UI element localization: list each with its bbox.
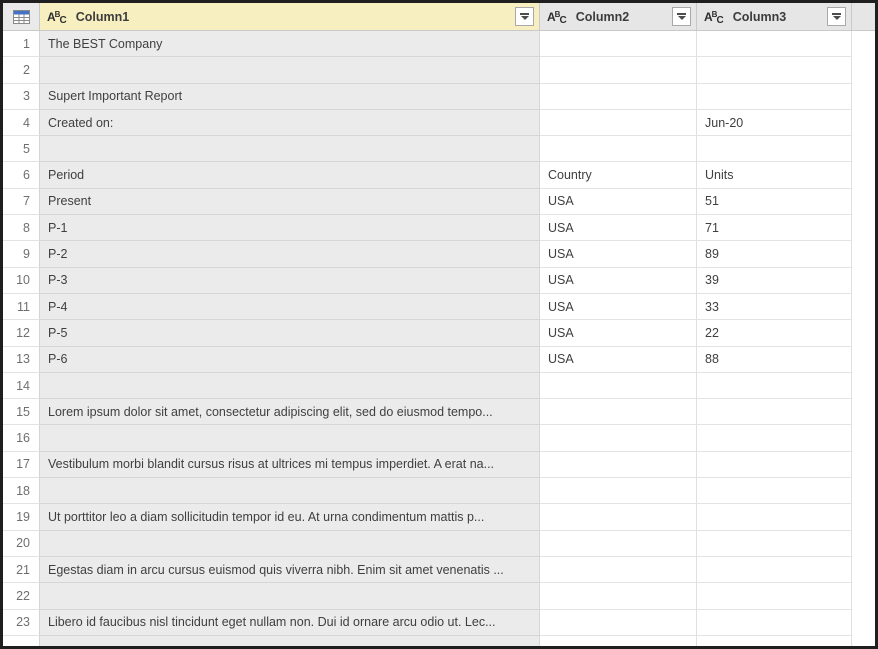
row-number[interactable]: 13 bbox=[3, 347, 40, 373]
table-row bbox=[3, 636, 875, 646]
column-header-label: Column2 bbox=[575, 9, 630, 24]
cell-column3[interactable]: 89 bbox=[697, 241, 852, 267]
cell-column1[interactable]: Vestibulum morbi blandit cursus risus at ultrices mi tempus imperdiet. A erat na... bbox=[40, 452, 540, 478]
row-number[interactable]: 7 bbox=[3, 189, 40, 215]
row-number[interactable]: 20 bbox=[3, 531, 40, 557]
cell-column2[interactable]: USA bbox=[540, 320, 697, 346]
table-row bbox=[3, 399, 875, 425]
cell-column3[interactable] bbox=[697, 425, 852, 451]
cell-column3[interactable] bbox=[697, 504, 852, 530]
table-row bbox=[3, 241, 875, 267]
cell-column2[interactable] bbox=[540, 425, 697, 451]
table-row bbox=[3, 583, 875, 609]
table-row bbox=[3, 452, 875, 478]
cell-column1[interactable]: P-5 bbox=[40, 320, 540, 346]
table-row bbox=[3, 347, 875, 373]
filter-dropdown-button[interactable] bbox=[827, 7, 846, 26]
row-number[interactable]: 8 bbox=[3, 215, 40, 241]
cell-column3[interactable] bbox=[697, 452, 852, 478]
row-number[interactable]: 9 bbox=[3, 241, 40, 267]
cell-column1[interactable]: Present bbox=[40, 189, 540, 215]
cell-column2[interactable] bbox=[540, 478, 697, 504]
cell-column1[interactable]: The BEST Company bbox=[40, 31, 540, 57]
filter-dropdown-button[interactable] bbox=[672, 7, 691, 26]
header-row bbox=[3, 3, 875, 31]
cell-column3[interactable] bbox=[697, 610, 852, 636]
table-row bbox=[3, 162, 875, 188]
cell-column3[interactable] bbox=[697, 478, 852, 504]
cell-column3[interactable] bbox=[697, 84, 852, 110]
cell-column1[interactable] bbox=[40, 425, 540, 451]
cell-column3[interactable] bbox=[697, 399, 852, 425]
row-number[interactable]: 23 bbox=[3, 610, 40, 636]
cell-column3[interactable] bbox=[697, 636, 852, 646]
table-row bbox=[3, 268, 875, 294]
row-number[interactable]: 1 bbox=[3, 31, 40, 57]
rows-container bbox=[3, 31, 875, 646]
table-row bbox=[3, 215, 875, 241]
table-row bbox=[3, 531, 875, 557]
cell-column1[interactable] bbox=[40, 583, 540, 609]
column-header-column1[interactable] bbox=[40, 3, 540, 31]
row-number[interactable]: 6 bbox=[3, 162, 40, 188]
table-row bbox=[3, 136, 875, 162]
cell-column1[interactable]: Egestas diam in arcu cursus euismod quis viverra nibh. Enim sit amet venenatis ... bbox=[40, 557, 540, 583]
table-row bbox=[3, 84, 875, 110]
column-header-column3[interactable] bbox=[697, 3, 852, 31]
cell-column3[interactable]: 33 bbox=[697, 294, 852, 320]
table-row bbox=[3, 294, 875, 320]
cell-column1[interactable]: P-4 bbox=[40, 294, 540, 320]
filter-icon bbox=[677, 13, 686, 15]
row-number[interactable]: 19 bbox=[3, 504, 40, 530]
cell-column2[interactable] bbox=[540, 531, 697, 557]
column-header-label: Column1 bbox=[75, 9, 130, 24]
row-number[interactable]: 3 bbox=[3, 84, 40, 110]
cell-column2[interactable] bbox=[540, 31, 697, 57]
abc-type-icon[interactable]: $A^BC$ bbox=[704, 9, 724, 26]
cell-column2[interactable] bbox=[540, 636, 697, 646]
cell-column3[interactable]: Jun-20 bbox=[697, 110, 852, 136]
filter-icon bbox=[832, 13, 841, 15]
row-number[interactable]: 11 bbox=[3, 294, 40, 320]
cell-column2[interactable]: USA bbox=[540, 347, 697, 373]
cell-column3[interactable]: 22 bbox=[697, 320, 852, 346]
table-row bbox=[3, 31, 875, 57]
column-header-column2[interactable] bbox=[540, 3, 697, 31]
cell-column2[interactable]: Country bbox=[540, 162, 697, 188]
cell-column1[interactable]: Created on: bbox=[40, 110, 540, 136]
row-number[interactable]: 15 bbox=[3, 399, 40, 425]
row-number[interactable]: 18 bbox=[3, 478, 40, 504]
cell-column3[interactable]: 39 bbox=[697, 268, 852, 294]
cell-column2[interactable]: USA bbox=[540, 294, 697, 320]
cell-column2[interactable]: USA bbox=[540, 215, 697, 241]
row-number[interactable]: 17 bbox=[3, 452, 40, 478]
cell-column2[interactable]: USA bbox=[540, 241, 697, 267]
select-all-corner[interactable] bbox=[3, 3, 40, 31]
cell-column3[interactable] bbox=[697, 373, 852, 399]
table-icon bbox=[13, 10, 30, 24]
cell-column1[interactable] bbox=[40, 478, 540, 504]
row-number[interactable]: 16 bbox=[3, 425, 40, 451]
cell-column3[interactable] bbox=[697, 531, 852, 557]
filter-icon bbox=[520, 13, 529, 15]
cell-column1[interactable] bbox=[40, 373, 540, 399]
row-number[interactable]: 21 bbox=[3, 557, 40, 583]
cell-column2[interactable]: USA bbox=[540, 189, 697, 215]
row-number[interactable]: 12 bbox=[3, 320, 40, 346]
header-filler bbox=[852, 3, 875, 31]
table-row bbox=[3, 425, 875, 451]
table-row bbox=[3, 373, 875, 399]
cell-column3[interactable] bbox=[697, 31, 852, 57]
cell-column1[interactable]: P-1 bbox=[40, 215, 540, 241]
column-header-label: Column3 bbox=[732, 9, 787, 24]
row-number[interactable] bbox=[3, 636, 40, 646]
cell-column1[interactable] bbox=[40, 531, 540, 557]
row-number[interactable]: 22 bbox=[3, 583, 40, 609]
cell-column3[interactable] bbox=[697, 583, 852, 609]
row-number[interactable]: 14 bbox=[3, 373, 40, 399]
cell-column2[interactable] bbox=[540, 610, 697, 636]
table-row bbox=[3, 110, 875, 136]
cell-column2[interactable] bbox=[540, 110, 697, 136]
cell-column2[interactable] bbox=[540, 583, 697, 609]
abc-type-icon[interactable]: $A^BC$ bbox=[547, 9, 567, 26]
cell-column1[interactable]: P-3 bbox=[40, 268, 540, 294]
table-row bbox=[3, 504, 875, 530]
cell-column2[interactable] bbox=[540, 452, 697, 478]
cell-column2[interactable]: USA bbox=[540, 268, 697, 294]
cell-column2[interactable] bbox=[540, 84, 697, 110]
row-number[interactable]: 2 bbox=[3, 57, 40, 83]
row-number[interactable]: 5 bbox=[3, 136, 40, 162]
cell-column2[interactable] bbox=[540, 57, 697, 83]
row-number[interactable]: 4 bbox=[3, 110, 40, 136]
table-row bbox=[3, 320, 875, 346]
cell-column3[interactable] bbox=[697, 136, 852, 162]
table-row bbox=[3, 57, 875, 83]
cell-column1[interactable]: P-6 bbox=[40, 347, 540, 373]
cell-column1[interactable]: Lorem ipsum dolor sit amet, consectetur adipiscing elit, sed do eiusmod tempo... bbox=[40, 399, 540, 425]
data-preview-grid bbox=[3, 3, 875, 646]
table-row bbox=[3, 478, 875, 504]
cell-column1[interactable] bbox=[40, 136, 540, 162]
cell-column2[interactable] bbox=[540, 373, 697, 399]
cell-column3[interactable] bbox=[697, 557, 852, 583]
cell-column3[interactable]: 51 bbox=[697, 189, 852, 215]
cell-column3[interactable]: 71 bbox=[697, 215, 852, 241]
cell-column1[interactable]: Ut porttitor leo a diam sollicitudin tempor id eu. At urna condimentum mattis p... bbox=[40, 504, 540, 530]
cell-column3[interactable]: 88 bbox=[697, 347, 852, 373]
filter-dropdown-button[interactable] bbox=[515, 7, 534, 26]
table-row bbox=[3, 557, 875, 583]
cell-column2[interactable] bbox=[540, 557, 697, 583]
cell-column1[interactable] bbox=[40, 57, 540, 83]
table-row bbox=[3, 189, 875, 215]
cell-column2[interactable] bbox=[540, 136, 697, 162]
cell-column2[interactable] bbox=[540, 504, 697, 530]
cell-column1[interactable]: Libero id faucibus nisl tincidunt eget nullam non. Dui id ornare arcu odio ut. Lec... bbox=[40, 610, 540, 636]
cell-column2[interactable] bbox=[540, 399, 697, 425]
cell-column3[interactable]: Units bbox=[697, 162, 852, 188]
abc-type-icon[interactable]: $A^BC$ bbox=[47, 9, 67, 26]
cell-column1[interactable]: P-2 bbox=[40, 241, 540, 267]
cell-column1[interactable]: Supert Important Report bbox=[40, 84, 540, 110]
table-row bbox=[3, 610, 875, 636]
row-number[interactable]: 10 bbox=[3, 268, 40, 294]
cell-column1[interactable]: Period bbox=[40, 162, 540, 188]
cell-column1[interactable] bbox=[40, 636, 540, 646]
cell-column3[interactable] bbox=[697, 57, 852, 83]
